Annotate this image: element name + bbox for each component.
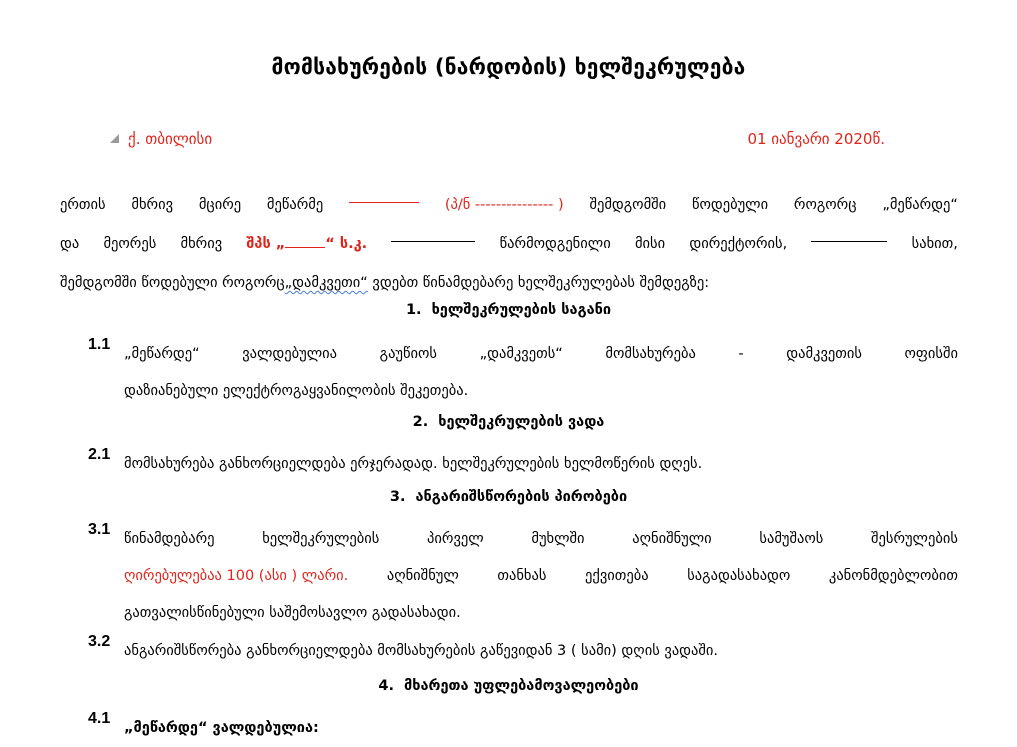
clause-word: სამუშაოს [759,531,824,547]
intro-word: დირექტორის, [689,236,788,252]
clause-line [124,521,958,558]
clause-word: - [738,346,744,362]
clause-word: საგადასახადო [687,568,791,584]
clause-number: 4.1 [88,710,111,727]
clause-number: 3.2 [88,633,111,650]
intro-word: წოდებული [691,197,769,213]
intro-paragraph [60,186,958,303]
intro-line-1 [60,186,958,225]
clause-word: თანხას [497,568,547,584]
blank-id-field [391,225,475,242]
clause-word: აღნიშნული [632,531,712,547]
intro-word: მეორეს [103,236,157,252]
section-heading-4: 4. მხარეთა უფლებამოვალეობები [378,678,639,694]
clause-number: 2.1 [88,446,111,463]
blank-director-field [811,225,887,242]
clause-3-1 [88,521,958,632]
intro-word: „მეწარდე“ [882,197,958,213]
intro-line-2 [60,225,958,264]
clause-word: დამკვეთის [786,346,862,362]
price-amount: ღირებულებაა 100 (ასი ) ლარი. [124,568,349,584]
clause-number: 1.1 [88,336,111,353]
company-name-field: შპს „ “ ს.კ. [246,225,367,264]
personal-number-field: (პ/ნ --------------- ) [444,197,564,213]
contract-date: 01 იანვარი 2020წ. [747,130,885,148]
section-heading-1: 1. ხელშეკრულების საგანი [405,302,612,318]
intro-word: მცირე [198,197,242,213]
clause-line [124,558,958,595]
clause-word: ოფისში [904,346,958,362]
intro-line-3 [60,264,958,303]
clause-line [124,336,958,373]
clause-word: მუხლში [531,531,585,547]
place-date-row [0,128,1017,152]
clause-word: „დამკვეთს“ [479,346,563,362]
clause-word: ხელშეკრულების [262,531,380,547]
clause-word: ექვითება [585,568,649,584]
clause-2-1 [88,446,958,483]
intro-word: და [60,236,80,252]
intro-word: მხრივ [180,236,223,252]
paragraph-marker-icon [110,134,119,143]
intro-word: ერთის [60,197,106,213]
clause-word: გაუწიოს [379,346,437,362]
clause-word: შესრულების [871,531,958,547]
intro-text: ვდებთ წინამდებარე ხელშეკრულებას შემდეგზე: [367,275,710,291]
clause-word: აღნიშნულ [386,568,459,584]
clause-1-1 [88,336,958,410]
clause-line: გათვალისწინებული საშემოსავლო გადასახადი. [124,605,461,621]
clause-number: 3.1 [88,521,111,538]
city: ქ. თბილისი [128,130,213,148]
intro-word: წარმოდგენილი [499,236,611,252]
clause-line: დაზიანებული ელექტროგაყვანილობის შეკეთება. [124,383,469,399]
blank-company-field [285,231,325,248]
clause-3-2 [88,633,958,670]
clause-word: კანონმდებლობით [828,568,958,584]
clause-word: „მეწარდე“ [124,346,200,362]
section-heading-3: 3. ანგარიშსწორების პირობები [389,489,628,505]
document-title: მომსახურების (ნარდობის) ხელშეკრულება [271,55,746,79]
clause-word: პირველ [427,531,484,547]
clause-word: მომსახურება [605,346,696,362]
intro-word: მისი [634,236,666,252]
intro-word: როგორც [793,197,857,213]
intro-word: სახით, [911,236,958,252]
client-term: „დამკვეთი“ [284,275,368,291]
clause-line: „მეწარდე“ ვალდებულია: [124,720,319,736]
clause-word: ვალდებულია [242,346,338,362]
blank-name-field [349,186,419,203]
section-heading-2: 2. ხელშეკრულების ვადა [412,414,605,430]
clause-4-1 [88,710,958,747]
clause-word: წინამდებარე [124,531,215,547]
clause-line: მომსახურება განხორციელდება ერჯერადად. ხელშეკრულების ხელმოწერის დღეს. [124,456,703,472]
clause-line: ანგარიშსწორება განხორციელდება მომსახურების გაწევიდან 3 ( სამი) დღის ვადაში. [124,643,719,659]
intro-word: მხრივ [131,197,174,213]
intro-word: შემდგომში [589,197,667,213]
intro-word: მეწარმე [266,197,324,213]
intro-text: შემდგომში წოდებული როგორც [60,275,285,291]
